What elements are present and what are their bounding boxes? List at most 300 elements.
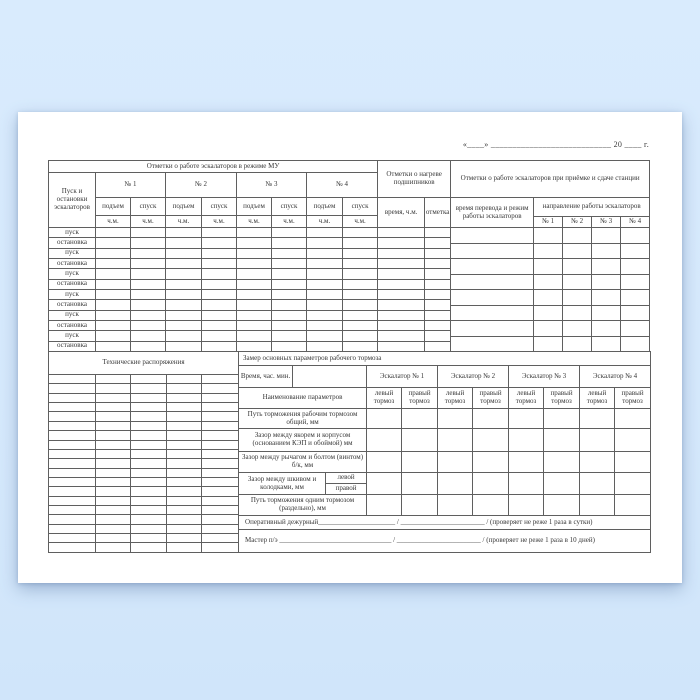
top-section	[48, 160, 650, 352]
blank-cell	[131, 403, 167, 412]
blank-cell	[425, 320, 451, 330]
blank-cell	[580, 429, 615, 452]
blank-cell	[307, 228, 343, 238]
blank-cell	[166, 320, 202, 330]
blank-cell	[307, 248, 343, 258]
blank-cell	[202, 258, 237, 268]
escalator-journal-form	[48, 160, 650, 553]
blank-cell	[167, 459, 202, 468]
form-sheet	[18, 112, 682, 583]
right-brake-header: правый тормоз	[473, 388, 509, 409]
escalator-2-header: № 2	[166, 173, 237, 198]
blank-cell	[131, 384, 167, 393]
blank-cell	[621, 321, 650, 337]
blank-cell	[202, 403, 239, 412]
blank-cell	[49, 534, 96, 543]
brake-measurement-table	[238, 351, 651, 553]
blank-cell	[202, 279, 237, 289]
transfer-column-header: время перевода и режим работы эскалаторов	[451, 198, 534, 228]
blank-cell	[509, 409, 544, 429]
blank-cell	[592, 321, 621, 337]
table-row	[49, 320, 451, 330]
blank-cell	[202, 384, 239, 393]
blank-cell	[202, 248, 237, 258]
blank-cell	[202, 238, 237, 248]
table-cell	[49, 352, 239, 553]
table-row	[239, 452, 651, 473]
blank-cell	[202, 468, 239, 477]
pulley-left-label: левой	[326, 473, 367, 484]
direction-3-header: № 3	[592, 217, 621, 228]
blank-cell	[202, 449, 239, 458]
blank-cell	[307, 341, 343, 351]
table-row	[49, 228, 451, 238]
blank-cell	[544, 429, 580, 452]
blank-cell	[509, 495, 544, 516]
table-row	[49, 487, 239, 496]
table-row	[49, 449, 239, 458]
blank-cell	[96, 496, 131, 505]
blank-cell	[237, 258, 272, 268]
blank-cell	[237, 289, 272, 299]
table-row	[239, 473, 651, 484]
blank-cell	[96, 477, 131, 486]
blank-cell	[378, 341, 425, 351]
escalator-1-header: № 1	[96, 173, 166, 198]
blank-cell	[237, 279, 272, 289]
blank-cell	[451, 321, 534, 337]
blank-cell	[378, 300, 425, 310]
handover-table	[450, 160, 650, 352]
table-row	[239, 409, 651, 429]
table-row	[239, 516, 651, 530]
blank-cell	[378, 331, 425, 341]
blank-cell	[202, 459, 239, 468]
blank-cell	[438, 452, 473, 473]
blank-cell	[131, 279, 166, 289]
blank-cell	[307, 269, 343, 279]
table-row	[451, 290, 650, 306]
blank-cell	[202, 300, 237, 310]
blank-cell	[96, 228, 131, 238]
blank-cell	[343, 300, 378, 310]
table-row	[451, 274, 650, 290]
blank-cell	[131, 331, 166, 341]
blank-cell	[272, 258, 307, 268]
blank-cell	[621, 228, 650, 244]
blank-cell	[166, 248, 202, 258]
blank-cell	[378, 279, 425, 289]
blank-cell	[425, 331, 451, 341]
blank-cell	[202, 289, 237, 299]
blank-cell	[167, 534, 202, 543]
blank-cell	[167, 375, 202, 384]
blank-cell	[202, 320, 237, 330]
blank-cell	[451, 274, 534, 290]
table-row	[49, 331, 451, 341]
blank-cell	[237, 341, 272, 351]
blank-cell	[473, 409, 509, 429]
blank-cell	[621, 290, 650, 306]
row-label-start: пуск	[49, 331, 96, 341]
blank-cell	[534, 290, 563, 306]
blank-cell	[96, 440, 131, 449]
blank-cell	[167, 468, 202, 477]
blank-cell	[49, 515, 96, 524]
blank-cell	[96, 515, 131, 524]
blank-cell	[131, 506, 167, 515]
blank-cell	[131, 477, 167, 486]
blank-cell	[49, 431, 96, 440]
table-row	[49, 468, 239, 477]
row-label-start: пуск	[49, 228, 96, 238]
blank-cell	[563, 305, 592, 321]
right-brake-header: правый тормоз	[402, 388, 438, 409]
blank-cell	[343, 269, 378, 279]
blank-cell	[367, 473, 402, 495]
blank-cell	[131, 431, 167, 440]
table-cell: ч.м.	[272, 216, 307, 228]
table-row	[49, 384, 239, 393]
blank-cell	[131, 310, 166, 320]
table-row	[239, 366, 651, 388]
blank-cell	[592, 274, 621, 290]
blank-cell	[131, 300, 166, 310]
blank-cell	[96, 487, 131, 496]
table-row	[451, 305, 650, 321]
blank-cell	[451, 336, 534, 352]
blank-cell	[131, 524, 167, 533]
blank-cell	[167, 449, 202, 458]
table-row	[49, 534, 239, 543]
blank-cell	[96, 506, 131, 515]
left-brake-header: левый тормоз	[367, 388, 402, 409]
blank-cell	[202, 506, 239, 515]
blank-cell	[237, 310, 272, 320]
row-label-stop: остановка	[49, 320, 96, 330]
blank-cell	[237, 228, 272, 238]
time-entry-cell	[293, 366, 367, 388]
blank-cell	[131, 496, 167, 505]
blank-cell	[96, 384, 131, 393]
blank-cell	[49, 524, 96, 533]
blank-cell	[621, 243, 650, 259]
blank-cell	[534, 321, 563, 337]
table-cell: ч.м.	[131, 216, 166, 228]
blank-cell	[438, 429, 473, 452]
parameters-name-header: Наименование параметров	[239, 388, 367, 409]
blank-cell	[343, 258, 378, 268]
blank-cell	[621, 259, 650, 275]
table-row	[451, 259, 650, 275]
blank-cell	[96, 534, 131, 543]
blank-cell	[49, 384, 96, 393]
right-brake-header: правый тормоз	[615, 388, 651, 409]
bearing-header: Отметки о нагреве подшипников	[378, 161, 451, 198]
param-row-label: Зазор между шкивом и колодками, мм	[239, 473, 326, 495]
mu-operation-table	[48, 160, 451, 352]
table-cell: ч.м.	[307, 216, 343, 228]
blank-cell	[131, 393, 167, 402]
blank-cell	[563, 336, 592, 352]
row-label-stop: остановка	[49, 341, 96, 351]
blank-cell	[425, 238, 451, 248]
table-cell: ч.м.	[237, 216, 272, 228]
blank-cell	[438, 409, 473, 429]
blank-cell	[272, 300, 307, 310]
table-row	[49, 375, 239, 384]
table-row	[451, 321, 650, 337]
blank-cell	[473, 429, 509, 452]
blank-cell	[307, 258, 343, 268]
rise-header: подъем	[96, 198, 131, 216]
row-label-stop: остановка	[49, 279, 96, 289]
blank-cell	[96, 375, 131, 384]
blank-cell	[167, 543, 202, 552]
left-brake-header: левый тормоз	[438, 388, 473, 409]
blank-cell	[96, 543, 131, 552]
table-row	[49, 269, 451, 279]
blank-cell	[202, 393, 239, 402]
blank-cell	[615, 452, 651, 473]
blank-cell	[49, 496, 96, 505]
blank-cell	[237, 238, 272, 248]
date-line: «____» ____________________________ 20 ____ г.	[462, 140, 649, 149]
blank-cell	[473, 473, 509, 495]
blank-cell	[96, 403, 131, 412]
blank-cell	[49, 506, 96, 515]
blank-cell	[367, 429, 402, 452]
blank-cell	[307, 320, 343, 330]
blank-cell	[96, 449, 131, 458]
escalator-3-header: № 3	[237, 173, 307, 198]
blank-cell	[167, 515, 202, 524]
blank-cell	[96, 393, 131, 402]
blank-cell	[131, 459, 167, 468]
table-cell: ч.м.	[343, 216, 378, 228]
blank-cell	[166, 300, 202, 310]
table-row	[49, 198, 451, 216]
blank-cell	[343, 289, 378, 299]
blank-cell	[96, 269, 131, 279]
table-cell	[451, 161, 650, 352]
technical-orders-table	[48, 351, 239, 553]
table-row	[49, 515, 239, 524]
table-row	[49, 506, 239, 515]
param-row-label: Путь торможения одним тормозом (раздельно), мм	[239, 495, 367, 516]
table-row	[49, 248, 451, 258]
blank-cell	[580, 409, 615, 429]
escalator-2-col-header: Эскалатор № 2	[438, 366, 509, 388]
blank-cell	[402, 409, 438, 429]
blank-cell	[563, 321, 592, 337]
blank-cell	[425, 300, 451, 310]
descent-header: спуск	[131, 198, 166, 216]
blank-cell	[272, 320, 307, 330]
blank-cell	[473, 452, 509, 473]
blank-cell	[307, 289, 343, 299]
blank-cell	[438, 473, 473, 495]
param-row-label: Путь торможения рабочим тормозом общий, мм	[239, 409, 367, 429]
blank-cell	[534, 274, 563, 290]
table-row	[239, 352, 651, 366]
pulley-right-label: правой	[326, 484, 367, 495]
blank-cell	[166, 331, 202, 341]
blank-cell	[343, 248, 378, 258]
blank-cell	[202, 515, 239, 524]
blank-cell	[272, 269, 307, 279]
blank-cell	[96, 341, 131, 351]
row-label-stop: остановка	[49, 258, 96, 268]
blank-cell	[131, 375, 167, 384]
blank-cell	[131, 258, 166, 268]
blank-cell	[131, 269, 166, 279]
table-row	[49, 310, 451, 320]
time-label: Время, час. мин.	[239, 366, 293, 388]
blank-cell	[166, 238, 202, 248]
direction-4-header: № 4	[621, 217, 650, 228]
table-row	[451, 336, 650, 352]
blank-cell	[166, 279, 202, 289]
table-row	[49, 300, 451, 310]
descent-header: спуск	[202, 198, 237, 216]
blank-cell	[202, 477, 239, 486]
blank-cell	[592, 259, 621, 275]
blank-cell	[96, 289, 131, 299]
blank-cell	[272, 289, 307, 299]
table-row	[451, 228, 650, 244]
bearing-mark-header: отметка	[425, 198, 451, 228]
blank-cell	[425, 310, 451, 320]
table-row	[49, 412, 239, 421]
blank-cell	[167, 431, 202, 440]
blank-cell	[96, 279, 131, 289]
blank-cell	[167, 403, 202, 412]
blank-cell	[131, 487, 167, 496]
table-cell: ч.м.	[166, 216, 202, 228]
table-row	[49, 431, 239, 440]
blank-cell	[49, 421, 96, 430]
blank-cell	[96, 524, 131, 533]
blank-cell	[202, 341, 237, 351]
blank-cell	[307, 279, 343, 289]
blank-cell	[202, 487, 239, 496]
blank-cell	[202, 331, 237, 341]
blank-cell	[167, 506, 202, 515]
blank-cell	[272, 331, 307, 341]
blank-cell	[615, 409, 651, 429]
blank-cell	[451, 290, 534, 306]
direction-column-header: направление работы эскалаторов	[534, 198, 650, 217]
blank-cell	[451, 228, 534, 244]
blank-cell	[202, 496, 239, 505]
blank-cell	[167, 393, 202, 402]
blank-cell	[202, 269, 237, 279]
table-row	[49, 238, 451, 248]
descent-header: спуск	[272, 198, 307, 216]
table-row	[49, 524, 239, 533]
table-row	[239, 530, 651, 553]
blank-cell	[96, 331, 131, 341]
table-row	[49, 496, 239, 505]
blank-cell	[167, 384, 202, 393]
blank-cell	[166, 258, 202, 268]
blank-cell	[378, 238, 425, 248]
blank-cell	[96, 320, 131, 330]
blank-cell	[343, 228, 378, 238]
table-row	[49, 459, 239, 468]
blank-cell	[425, 341, 451, 351]
table-cell	[239, 352, 651, 553]
blank-cell	[544, 495, 580, 516]
descent-header: спуск	[343, 198, 378, 216]
blank-cell	[237, 331, 272, 341]
blank-cell	[49, 440, 96, 449]
duty-officer-signature-line: Оперативный дежурный______________________ / ________________________ / (проверяет не реже 1 раза в сутки)	[239, 516, 651, 530]
blank-cell	[49, 477, 96, 486]
master-signature-line: Мастер п/э ________________________________ / ________________________ / (проверяет не реже 1 раза в 10 дней)	[239, 530, 651, 553]
blank-cell	[343, 310, 378, 320]
blank-cell	[131, 238, 166, 248]
blank-cell	[402, 473, 438, 495]
mu-header: Отметки о работе эскалаторов в режиме МУ	[49, 161, 378, 173]
blank-cell	[166, 310, 202, 320]
blank-cell	[131, 320, 166, 330]
blank-cell	[592, 228, 621, 244]
blank-cell	[343, 341, 378, 351]
blank-cell	[615, 429, 651, 452]
blank-cell	[367, 452, 402, 473]
blank-cell	[563, 228, 592, 244]
technical-orders-header: Технические распоряжения	[49, 352, 239, 375]
blank-cell	[131, 228, 166, 238]
blank-cell	[166, 289, 202, 299]
blank-cell	[592, 305, 621, 321]
bearing-time-header: время, ч.м.	[378, 198, 425, 228]
table-cell: ч.м.	[96, 216, 131, 228]
direction-2-header: № 2	[563, 217, 592, 228]
blank-cell	[96, 248, 131, 258]
blank-cell	[378, 320, 425, 330]
blank-cell	[272, 279, 307, 289]
blank-cell	[96, 300, 131, 310]
blank-cell	[131, 449, 167, 458]
blank-cell	[580, 452, 615, 473]
table-cell	[49, 161, 451, 352]
blank-cell	[272, 238, 307, 248]
table-row	[239, 388, 651, 409]
blank-cell	[237, 248, 272, 258]
blank-cell	[451, 305, 534, 321]
blank-cell	[367, 409, 402, 429]
table-row	[49, 289, 451, 299]
blank-cell	[534, 228, 563, 244]
blank-cell	[96, 238, 131, 248]
blank-cell	[343, 279, 378, 289]
blank-cell	[96, 310, 131, 320]
blank-cell	[451, 259, 534, 275]
blank-cell	[592, 336, 621, 352]
blank-cell	[621, 305, 650, 321]
blank-cell	[166, 269, 202, 279]
blank-cell	[451, 243, 534, 259]
table-row	[49, 421, 239, 430]
param-row-label: Зазор между рычагом и болтом (винтом) б/к, мм	[239, 452, 367, 473]
blank-cell	[96, 468, 131, 477]
table-row	[451, 243, 650, 259]
blank-cell	[237, 300, 272, 310]
blank-cell	[202, 421, 239, 430]
